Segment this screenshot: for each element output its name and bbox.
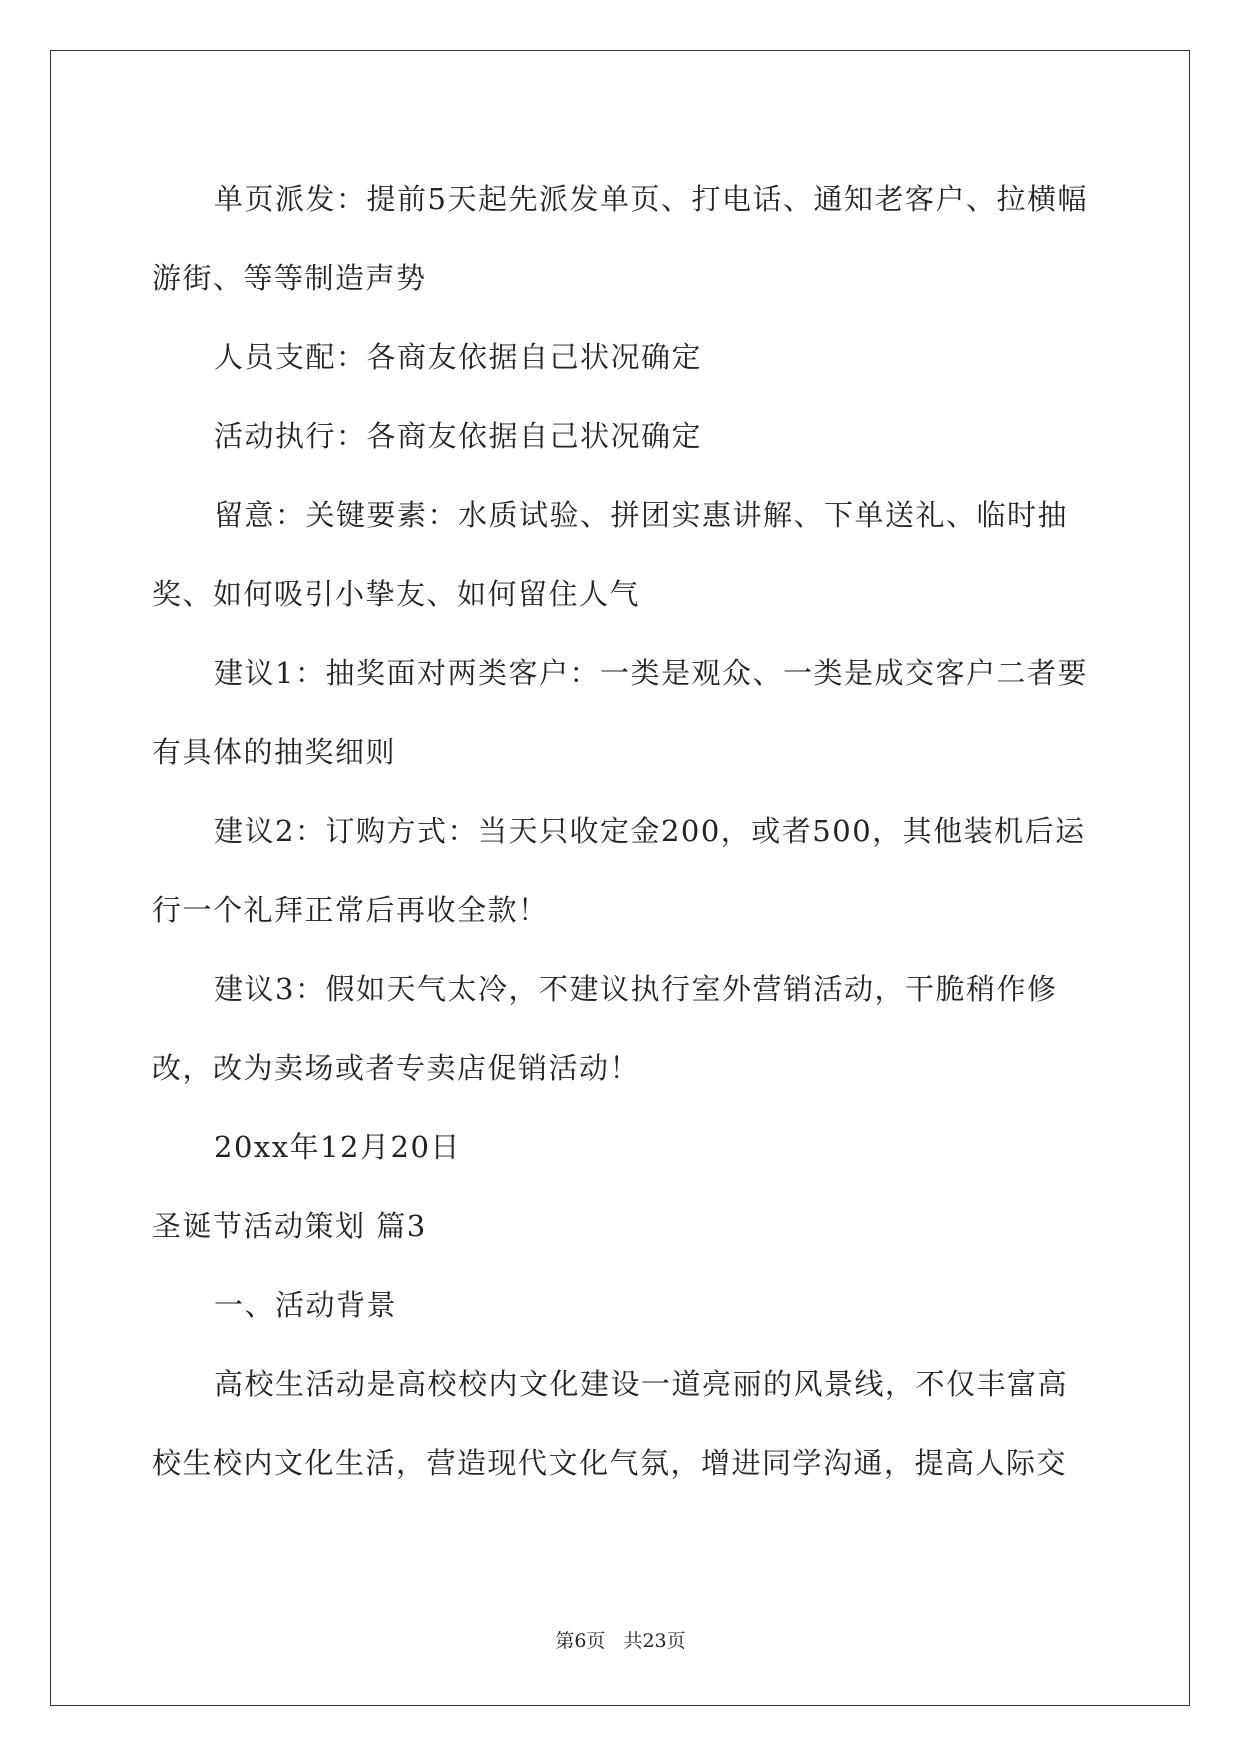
document-body (152, 160, 1092, 1503)
paragraph-suggestion-1: 建议1：抽奖面对两类客户：一类是观众、一类是成交客户二者要有具体的抽奖细则 (152, 656, 1088, 769)
total-page-count: 共23页 (623, 1630, 686, 1652)
paragraph-suggestion-3: 建议3：假如天气太冷，不建议执行室外营销活动，干脆稍作修改，改为卖场或者专卖店促销活动！ (152, 972, 1058, 1085)
paragraph-date: 20xx年12月20日 (214, 1130, 461, 1164)
section-heading: 圣诞节活动策划 篇3 (152, 1209, 427, 1243)
paragraph-suggestion-2: 建议2：订购方式：当天只收定金200，或者500，其他装机后运行一个礼拜正常后再收全款！ (152, 814, 1086, 927)
paragraph-background: 高校生活动是高校校内文化建设一道亮丽的风景线，不仅丰富高校生校内文化生活，营造现代文化气氛，增进同学沟通，提高人际交 (152, 1367, 1069, 1480)
page-footer (0, 1626, 1241, 1653)
current-page-number: 第6页 (555, 1630, 606, 1652)
paragraph-flyer-distribution: 单页派发：提前5天起先派发单页、打电话、通知老客户、拉横幅游街、等等制造声势 (152, 182, 1088, 295)
subsection-heading: 一、活动背景 (214, 1288, 398, 1322)
paragraph-notes: 留意：关键要素：水质试验、拼团实惠讲解、下单送礼、临时抽奖、如何吸引小挚友、如何留住人气 (152, 498, 1069, 611)
paragraph-execution: 活动执行：各商友依据自己状况确定 (214, 419, 703, 453)
paragraph-staffing: 人员支配：各商友依据自己状况确定 (214, 340, 703, 374)
